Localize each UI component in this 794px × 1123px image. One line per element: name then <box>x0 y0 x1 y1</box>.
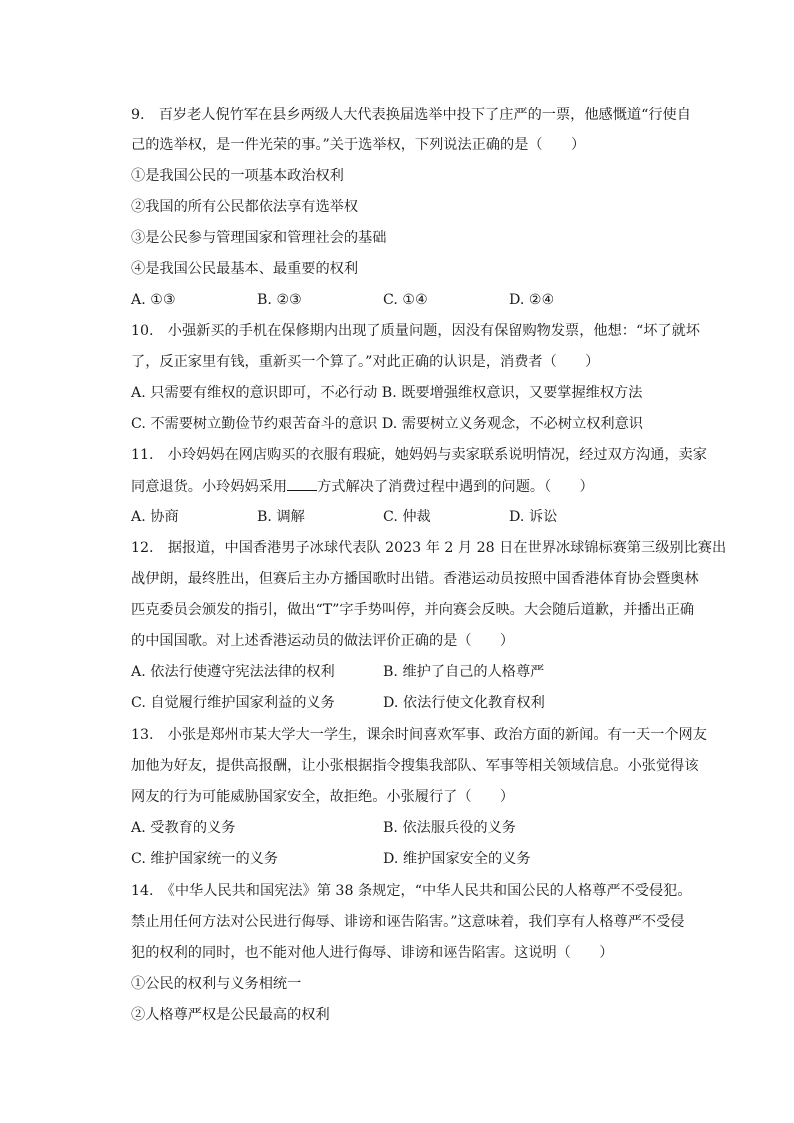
q11-stem-part-1: 同意退货。小玲妈妈采用 <box>131 479 288 495</box>
q13-options-cd <box>131 849 691 869</box>
q11-stem-line-1: 11. 小玲妈妈在网店购买的衣服有瑕疵，她妈妈与卖家联系说明情况，经过双方沟通，卖家 <box>131 447 707 463</box>
q12-stem-line-1: 12. 据报道，中国香港男子冰球代表队 2023 年 2 月 28 日在世界冰球锦标赛第三级别比赛出 <box>131 540 727 556</box>
q9-statement-1: ①是我国公民的一项基本政治权利 <box>131 168 344 184</box>
q13-stem-line-3: 网友的行为可能威胁国家安全，故拒绝。小张履行了（ ） <box>131 789 515 805</box>
q12-options-ab <box>131 662 691 682</box>
q13-option-b[interactable]: B. 依法服兵役的义务 <box>383 820 516 836</box>
q14-statement-2: ②人格尊严权是公民最高的权利 <box>131 1007 330 1023</box>
q12-option-d[interactable]: D. 依法行使文化教育权利 <box>383 695 545 711</box>
q9-options <box>131 290 691 310</box>
q14-stem-line-1: 14. 《中华人民共和国宪法》第 38 条规定，“中华人民共和国公民的人格尊严不受侵犯。 <box>131 883 692 899</box>
q14-statement-1: ①公民的权利与义务相统一 <box>131 976 302 992</box>
q9-option-a[interactable]: A. ①③ <box>131 292 176 308</box>
q12-stem-line-3: 匹克委员会颁发的指引，做出“T”字手势叫停，并向赛会反映。大会随后道歉，并播出正确 <box>131 602 695 618</box>
q9-statement-2: ②我国的所有公民都依法享有选举权 <box>131 199 359 215</box>
q10-options-ab[interactable]: A. 只需要有维权的意识即可，不必行动 B. 既要增强维权意识，又要掌握维权方法 <box>131 385 643 401</box>
q10-options-cd[interactable]: C. 不需要树立勤俭节约艰苦奋斗的意识 D. 需要树立义务观念，不必树立权利意识 <box>131 416 643 432</box>
q10-stem-line-1: 10. 小强新买的手机在保修期内出现了质量问题，因没有保留购物发票，他想：“坏了就坏 <box>131 323 700 339</box>
q12-option-b[interactable]: B. 维护了自己的人格尊严 <box>383 664 545 680</box>
q9-stem-line-1: 9. 百岁老人倪竹军在县乡两级人大代表换届选举中投下了庄严的一票，他感慨道“行使自 <box>131 107 691 123</box>
q13-options-ab <box>131 818 691 838</box>
q10-stem-line-2: 了，反正家里有钱，重新买一个算了。”对此正确的认识是，消费者（ ） <box>131 354 600 370</box>
q11-blank <box>287 476 317 491</box>
q12-option-a[interactable]: A. 依法行使遵守宪法法律的权利 <box>131 664 335 680</box>
q9-option-c[interactable]: C. ①④ <box>383 292 428 308</box>
q13-option-c[interactable]: C. 维护国家统一的义务 <box>131 851 279 867</box>
q11-option-b[interactable]: B. 调解 <box>257 509 305 525</box>
q11-stem-part-2: 方式解决了消费过程中遇到的问题。（ ） <box>317 479 594 495</box>
q9-stem-line-2: 己的选举权，是一件光荣的事。”关于选举权，下列说法正确的是（ ） <box>131 137 586 153</box>
q9-statement-4: ④是我国公民最基本、最重要的权利 <box>131 261 359 277</box>
q11-option-d[interactable]: D. 诉讼 <box>509 509 558 525</box>
q13-stem-line-2: 加他为好友，提供高报酬，让小张根据指令搜集我部队、军事等相关领域信息。小张觉得该 <box>131 758 699 774</box>
q12-options-cd <box>131 693 691 713</box>
q14-stem-line-3: 犯的权利的同时，也不能对他人进行侮辱、诽谤和诬告陷害。这说明（ ） <box>131 945 614 961</box>
q9-statement-3: ③是公民参与管理国家和管理社会的基础 <box>131 230 387 246</box>
q12-stem-line-2: 战伊朗，最终胜出，但赛后主办方播国歌时出错。香港运动员按照中国香港体育协会暨奥林 <box>131 571 699 587</box>
q9-option-b[interactable]: B. ②③ <box>257 292 302 308</box>
q13-option-d[interactable]: D. 维护国家安全的义务 <box>383 851 531 867</box>
q12-option-c[interactable]: C. 自觉履行维护国家利益的义务 <box>131 695 335 711</box>
q9-option-d[interactable]: D. ②④ <box>509 292 555 308</box>
q11-option-c[interactable]: C. 仲裁 <box>383 509 431 525</box>
q13-option-a[interactable]: A. 受教育的义务 <box>131 820 236 836</box>
q13-stem-line-1: 13. 小张是郑州市某大学大一学生，课余时间喜欢军事、政治方面的新闻。有一天一个网友 <box>131 727 707 743</box>
q14-stem-line-2: 禁止用任何方法对公民进行侮辱、诽谤和诬告陷害。”这意味着，我们享有人格尊严不受侵 <box>131 914 685 930</box>
q12-stem-line-4: 的中国国歌。对上述香港运动员的做法评价正确的是（ ） <box>131 633 515 649</box>
q11-option-a[interactable]: A. 协商 <box>131 509 179 525</box>
q11-stem-line-2 <box>131 476 671 497</box>
q11-options <box>131 507 691 527</box>
